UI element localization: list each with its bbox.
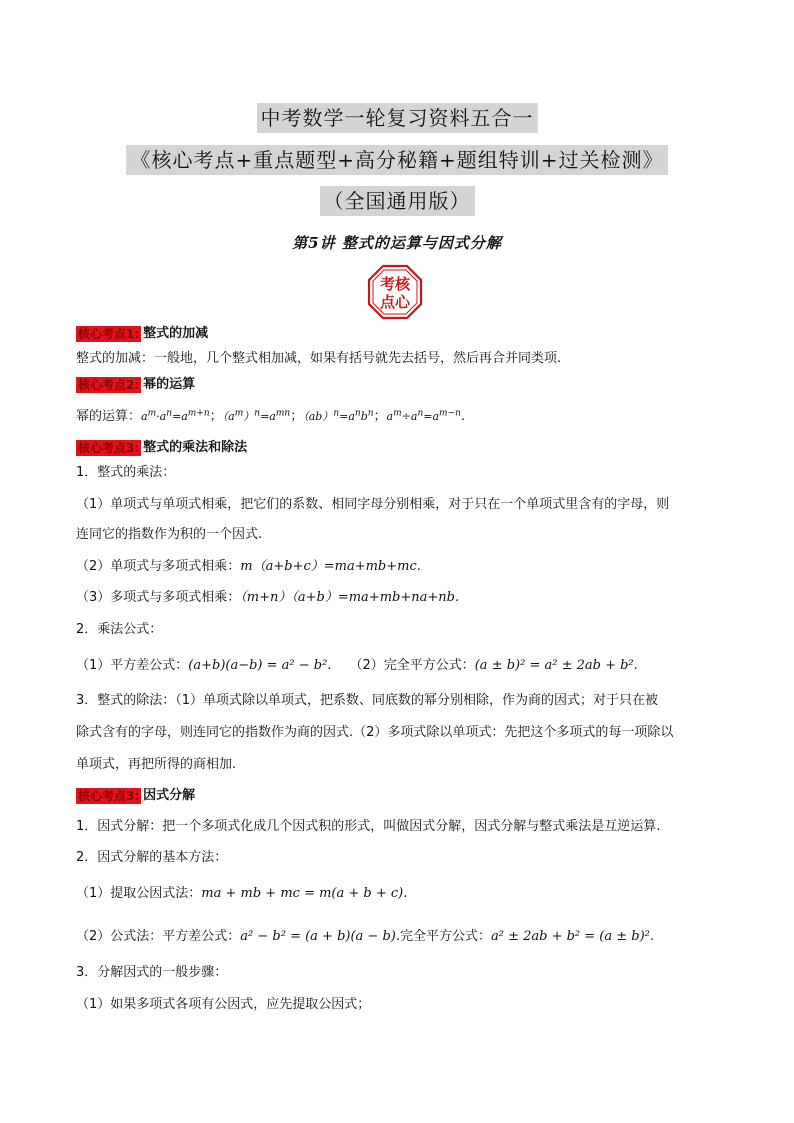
point-1-tag: 核心考点1: bbox=[78, 327, 140, 341]
power-rule-power: $(a^m)^n=a^{mn}$ bbox=[222, 408, 291, 423]
point-4-heading: 因式分解 bbox=[143, 788, 196, 803]
title-line-2 bbox=[0, 145, 794, 175]
power-rule-product: $a^m\cdot a^n=a^{m+n}$ bbox=[141, 408, 210, 423]
lesson-title: 第5讲 整式的运算与因式分解 bbox=[292, 234, 502, 252]
point-3-tag: 核心考点3: bbox=[78, 441, 140, 455]
monomial-times-monomial-1: （1）单项式与单项式相乘，把它们的系数、相同字母分别相乘，对于只在一个单项式里含有的字母，则 bbox=[76, 497, 670, 512]
monomial-times-polynomial: （2）单项式与多项式相乘：m（a+b+c）=ma+mb+mc. bbox=[76, 559, 421, 574]
common-factor-method: （1）提取公因式法：ma + mb + mc = m(a + b + c). bbox=[76, 886, 408, 901]
factorization-steps-title: 3．分解因式的一般步骤： bbox=[76, 965, 228, 980]
point-1-body: 整式的加减：一般地，几个整式相加减，如果有括号就先去括号，然后再合并同类项. bbox=[76, 351, 562, 366]
power-rules-label: 幂的运算： bbox=[76, 409, 142, 424]
division-line-2: 除式含有的字母，则连同它的指数作为商的因式.（2）多项式除以单项式：先把这个多项式的每一项除以 bbox=[76, 725, 674, 740]
title-line-1 bbox=[0, 103, 794, 133]
power-rules-line: 幂的运算：$a^m\cdot a^n=a^{m+n}$；$(a^m)^n=a^{mn}$；$(ab)^n=a^nb^n$；$a^m\div a^n=a^{m-n}$. bbox=[76, 408, 466, 424]
multiplication-section-title: 1．整式的乘法： bbox=[76, 465, 176, 480]
point-3-heading: 整式的乘法和除法 bbox=[143, 440, 248, 455]
factorization-methods-title: 2．因式分解的基本方法： bbox=[76, 850, 228, 865]
point-4-tag: 核心考点3: bbox=[78, 789, 140, 803]
monomial-times-monomial-2: 连同它的指数作为积的一个因式. bbox=[76, 527, 263, 542]
svg-text:点心: 点心 bbox=[379, 293, 411, 311]
distributive-formula: m（a+b+c）=ma+mb+mc. bbox=[240, 559, 421, 574]
factor-difference-of-squares: a² − b² = (a + b)(a − b) bbox=[240, 929, 396, 944]
main-title: 中考数学一轮复习资料五合一 bbox=[257, 103, 538, 133]
polynomial-times-polynomial: （3）多项式与多项式相乘：（m+n）（a+b）=ma+mb+na+nb. bbox=[76, 590, 460, 605]
subtitle: 《核心考点+重点题型+高分秘籍+题组特训+过关检测》 bbox=[126, 145, 667, 175]
point-2-tag: 核心考点2: bbox=[78, 378, 140, 392]
title-line-3 bbox=[0, 186, 794, 216]
point-2-heading-row bbox=[76, 376, 195, 395]
formula-method: （2）公式法：平方差公式：a² − b² = (a + b)(a − b).完全平方公式：a² ± 2ab + b² = (a ± b)². bbox=[76, 929, 655, 944]
factorization-definition: 1．因式分解：把一个多项式化成几个因式积的形式，叫做因式分解，因式分解与整式乘法是互逆运算. bbox=[76, 819, 661, 834]
factorization-step-1: （1）如果多项式各项有公因式，应先提取公因式； bbox=[76, 997, 371, 1012]
point-2-heading: 幂的运算 bbox=[143, 377, 196, 392]
point-1-heading: 整式的加减 bbox=[143, 326, 209, 341]
point-4-heading-row bbox=[76, 787, 195, 806]
power-rule-quotient: $a^m\div a^n=a^{m-n}$ bbox=[386, 408, 461, 423]
division-line-1: 3．整式的除法：（1）单项式除以单项式，把系数、同底数的幂分别相除，作为商的因式；对于只在被 bbox=[76, 693, 659, 708]
product-formulas-title: 2．乘法公式： bbox=[76, 622, 163, 637]
point-3-heading-row bbox=[76, 439, 247, 458]
factor-perfect-square: a² ± 2ab + b² = (a ± b)². bbox=[490, 929, 655, 944]
point-1-heading-row bbox=[76, 325, 208, 344]
common-factor-formula: ma + mb + mc = m(a + b + c). bbox=[201, 886, 408, 901]
power-rule-product-power: $(ab)^n=a^nb^n$ bbox=[303, 408, 374, 423]
difference-of-squares-formula: (a+b)(a−b) = a² − b². bbox=[188, 658, 332, 673]
perfect-square-formula: (a ± b)² = a² ± 2ab + b². bbox=[474, 658, 638, 673]
svg-text:考核: 考核 bbox=[379, 275, 411, 293]
product-formulas-line: （1）平方差公式：(a+b)(a−b) = a² − b². （2）完全平方公式：(a ± b)² = a² ± 2ab + b². bbox=[76, 658, 638, 673]
division-line-3: 单项式，再把所得的商相加. bbox=[76, 757, 237, 772]
foil-formula: （m+n）（a+b）=ma+mb+na+nb. bbox=[240, 590, 460, 605]
edition-label: （全国通用版） bbox=[320, 186, 475, 216]
core-points-seal-icon bbox=[367, 264, 423, 320]
